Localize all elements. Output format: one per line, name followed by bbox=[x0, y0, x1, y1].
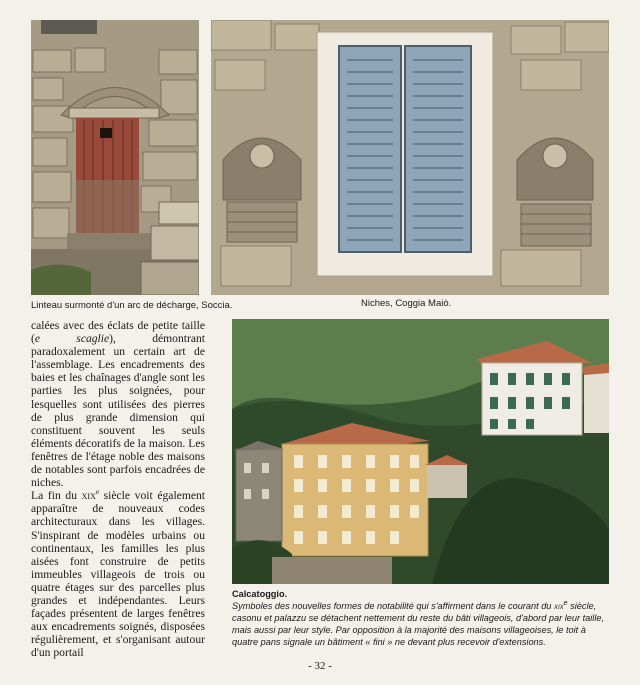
century-numeral: xix bbox=[81, 489, 96, 503]
photo-coggia-niches bbox=[211, 20, 609, 295]
shutter-left bbox=[339, 46, 401, 252]
page-number: - 32 - bbox=[308, 660, 332, 672]
caption-coggia: Niches, Coggia Maiò. bbox=[361, 298, 452, 309]
photo-calcatoggio bbox=[232, 319, 609, 584]
calcatoggio-illustration bbox=[232, 319, 609, 584]
caption-calcatoggio-text: Symboles des nouvelles formes de notabilité qui s'affirment dans le courant du xix$^e$ siècle, casonu et palazzu se détachent nettement du reste du bâti villageois, d'abord par leur taille, mais aussi par leur style. Par opposition à la majorité des maisons villageoises, le toit à quatre pans signale un bâtiment « fini » ne devant plus recevoir d'extensions. bbox=[232, 599, 605, 647]
caption-calcatoggio-title: Calcatoggio. bbox=[232, 589, 288, 599]
niche-left bbox=[223, 138, 301, 242]
paragraph-2: La fin du xix$^e$ siècle voit également apparaître de nouveaux codes architecturaux dans les villages. S'inspirant de modèles urbains ou continentaux, les familles les plus aisées font construire de petits immeubles villageois de trois ou quatre étages sur des parcelles plus grandes et indépendantes. Leurs façades présentent de larges fenêtres aux encadrements soignés, disposées régulièrement, et s'organisant autour d'un portail bbox=[31, 488, 205, 660]
emphasis-scaglie: e scaglie bbox=[34, 332, 110, 346]
soccia-doorway-illustration bbox=[31, 20, 199, 295]
photo-soccia-doorway bbox=[31, 20, 199, 295]
niche-right bbox=[517, 138, 593, 246]
caption-calcatoggio bbox=[232, 588, 612, 648]
coggia-niches-illustration bbox=[211, 20, 609, 295]
caption-soccia: Linteau surmonté d'un arc de décharge, Soccia. bbox=[31, 300, 233, 311]
paragraph-1: calées avec des éclats de petite taille (e scaglie), démontrant paradoxalement un certain art de l'assemblage. Les encadrements des baies et les chaînages d'angle sont les parties les plus soignées, pour lesquelles sont utilisées des pierres de plus grande dimension qui constituent souvent les seuls éléments décoratifs de la maison. Les fenêtres de l'étage noble des maisons de notables sont parfois encadrées de niches. bbox=[31, 319, 205, 490]
shutter-right bbox=[405, 46, 471, 252]
ochre-palazzo bbox=[282, 423, 430, 556]
article-body bbox=[31, 319, 205, 659]
